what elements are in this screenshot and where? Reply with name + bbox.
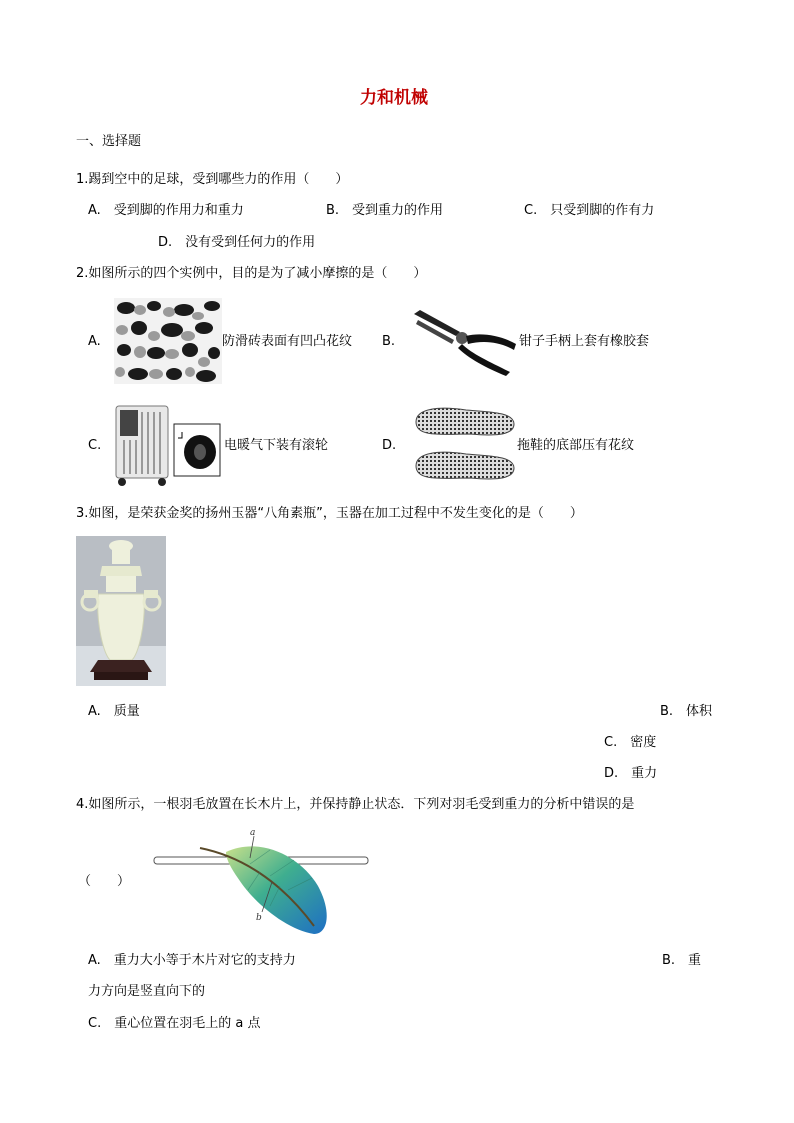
q3-stem: 3.如图，是荣获金奖的扬州玉器“八角素瓶”，玉器在加工过程中不发生变化的是（ ） bbox=[76, 506, 583, 521]
q2-option-a-letter[interactable]: A. bbox=[88, 334, 101, 349]
q4-option-b[interactable]: B. 重 bbox=[662, 953, 702, 968]
electric-heater-image bbox=[112, 402, 224, 488]
q2-option-d-text[interactable]: 拖鞋的底部压有花纹 bbox=[517, 438, 635, 453]
q1-option-d[interactable]: D. 没有受到任何力的作用 bbox=[158, 235, 316, 250]
q2-option-b-letter[interactable]: B. bbox=[382, 334, 396, 349]
feather-on-stick-image bbox=[150, 826, 372, 938]
q2-option-c-text[interactable]: 电暖气下装有滚轮 bbox=[224, 438, 329, 453]
q3-option-c[interactable]: C. 密度 bbox=[604, 735, 657, 750]
q1-stem: 1.踢到空中的足球，受到哪些力的作用（ ） bbox=[76, 172, 349, 187]
q1-option-c[interactable]: C. 只受到脚的作有力 bbox=[524, 203, 655, 218]
q2-option-d-letter[interactable]: D. bbox=[382, 438, 397, 453]
q2-stem: 2.如图所示的四个实例中，目的是为了减小摩擦的是（ ） bbox=[76, 266, 427, 281]
q3-option-a[interactable]: A. 质量 bbox=[88, 704, 140, 719]
jade-vase-image bbox=[76, 536, 166, 686]
feather-label-a: a bbox=[250, 828, 256, 838]
q1-option-b[interactable]: B. 受到重力的作用 bbox=[326, 203, 444, 218]
pliers-image bbox=[410, 306, 520, 378]
q4-option-b-continued[interactable]: 力方向是竖直向下的 bbox=[88, 984, 206, 999]
q4-stem: 4.如图所示，一根羽毛放置在长木片上，并保持静止状态．下列对羽毛受到重力的分析中错误的是 bbox=[76, 797, 635, 812]
slipper-sole-image bbox=[410, 404, 518, 486]
q4-option-a[interactable]: A. 重力大小等于木片对它的支持力 bbox=[88, 953, 296, 968]
section-heading: 一、选择题 bbox=[76, 134, 142, 149]
feather-label-b: b bbox=[256, 913, 262, 923]
q3-option-d[interactable]: D. 重力 bbox=[604, 766, 658, 781]
tile-pebble-image bbox=[114, 298, 222, 384]
page-title: 力和机械 bbox=[360, 88, 428, 108]
q2-option-a-text[interactable]: 防滑砖表面有凹凸花纹 bbox=[222, 334, 353, 349]
q1-option-a[interactable]: A. 受到脚的作用力和重力 bbox=[88, 203, 244, 218]
q2-option-b-text[interactable]: 钳子手柄上套有橡胶套 bbox=[519, 334, 650, 349]
q3-option-b[interactable]: B. 体积 bbox=[660, 704, 713, 719]
q4-answer-paren: （ ） bbox=[78, 874, 131, 889]
q4-option-c[interactable]: C. 重心位置在羽毛上的 a 点 bbox=[88, 1016, 261, 1031]
q2-option-c-letter[interactable]: C. bbox=[88, 438, 102, 453]
